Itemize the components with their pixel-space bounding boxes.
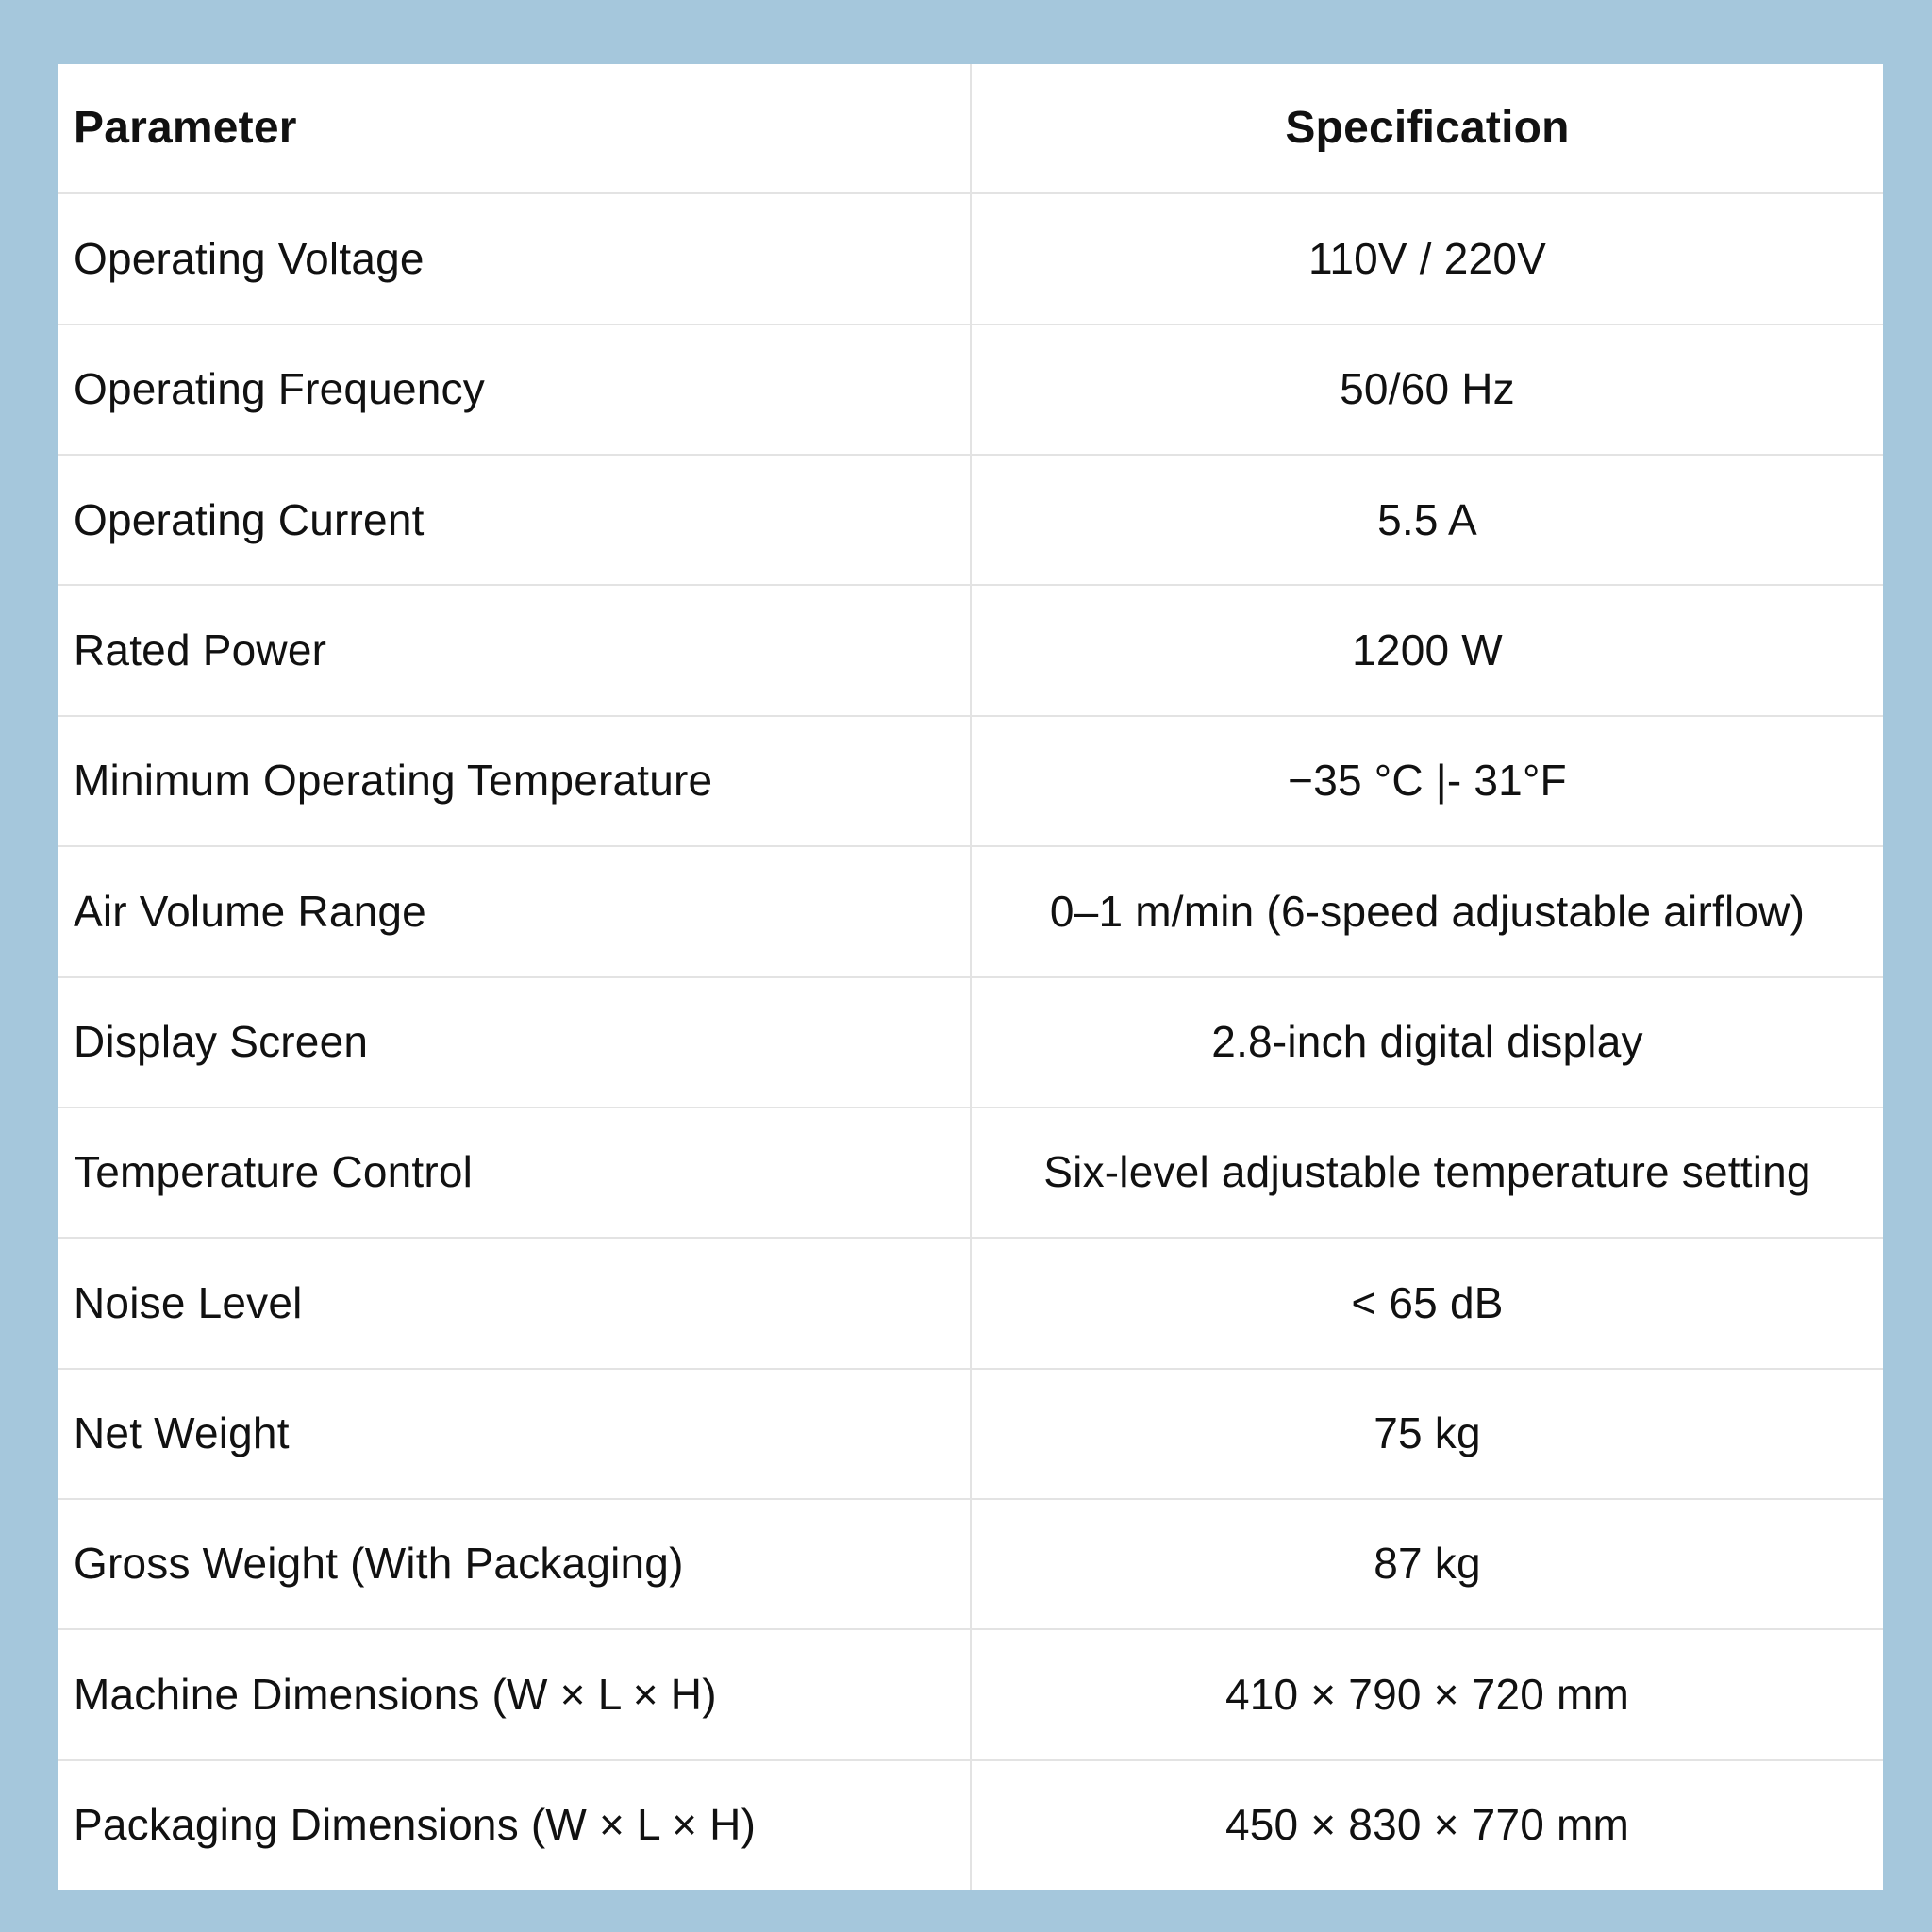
specification-value: 75 kg	[1374, 1408, 1481, 1458]
table-row-temperature-control	[58, 1107, 1883, 1237]
parameter-label: Minimum Operating Temperature	[58, 717, 972, 845]
table-row-operating-current	[58, 454, 1883, 584]
specification-value: 50/60 Hz	[1340, 364, 1515, 414]
table-row-minimum-operating-temperature	[58, 715, 1883, 845]
specification-value: < 65 dB	[1351, 1277, 1504, 1327]
parameter-label: Packaging Dimensions (W × L × H)	[58, 1761, 972, 1890]
column-header-specification: Specification	[1285, 103, 1570, 154]
specification-value: −35 °C |- 31°F	[1288, 756, 1567, 806]
parameter-label: Gross Weight (With Packaging)	[58, 1500, 972, 1628]
parameter-label: Operating Frequency	[58, 325, 972, 454]
table-row-gross-weight	[58, 1498, 1883, 1628]
parameter-label: Display Screen	[58, 978, 972, 1107]
specification-value: 2.8-inch digital display	[1211, 1016, 1643, 1066]
specification-value: 450 × 830 × 770 mm	[1224, 1800, 1630, 1850]
parameter-label: Net Weight	[58, 1370, 972, 1498]
specification-value: 410 × 790 × 720 mm	[1224, 1669, 1630, 1719]
table-row-noise-level	[58, 1237, 1883, 1367]
parameter-label: Machine Dimensions (W × L × H)	[58, 1630, 972, 1758]
specification-value: 1200 W	[1352, 625, 1503, 675]
table-row-display-screen	[58, 976, 1883, 1107]
parameter-label: Operating Current	[58, 456, 972, 584]
table-row-rated-power	[58, 584, 1883, 714]
parameter-label: Air Volume Range	[58, 847, 972, 975]
specification-value: 87 kg	[1374, 1539, 1481, 1589]
specification-table	[58, 64, 1883, 1890]
table-row-machine-dimensions	[58, 1628, 1883, 1758]
parameter-label: Noise Level	[58, 1239, 972, 1367]
specification-value: 5.5 A	[1377, 494, 1477, 544]
table-row-operating-frequency	[58, 324, 1883, 454]
parameter-label: Rated Power	[58, 586, 972, 714]
column-header-parameter: Parameter	[58, 64, 972, 192]
table-header-row	[58, 64, 1883, 192]
parameter-label: Operating Voltage	[58, 194, 972, 323]
specification-value: 110V / 220V	[1308, 233, 1546, 283]
specification-value: Six-level adjustable temperature setting	[1043, 1147, 1811, 1197]
specification-value: 0–1 m/min (6-speed adjustable airflow)	[1049, 886, 1806, 936]
table-row-packaging-dimensions	[58, 1759, 1883, 1890]
table-row-operating-voltage	[58, 192, 1883, 323]
table-row-net-weight	[58, 1368, 1883, 1498]
parameter-label: Temperature Control	[58, 1108, 972, 1237]
table-row-air-volume-range	[58, 845, 1883, 975]
